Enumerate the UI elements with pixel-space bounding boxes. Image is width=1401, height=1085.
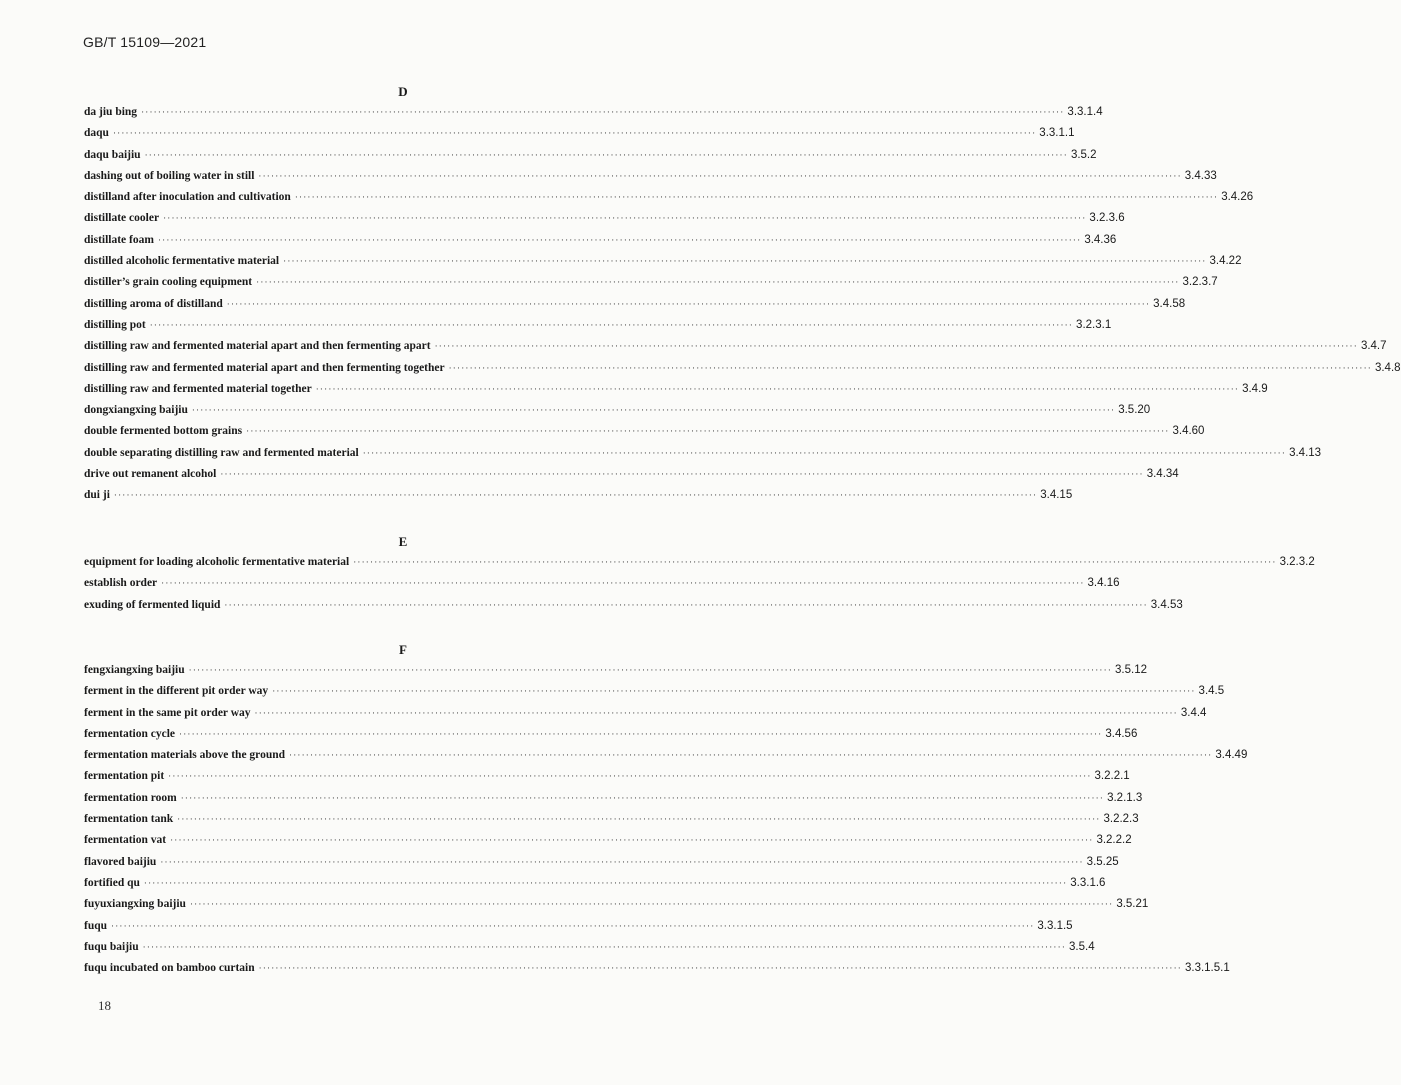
- entry-term: fermentation materials above the ground: [84, 749, 286, 762]
- entry-term: double fermented bottom grains: [84, 425, 243, 438]
- index-entry: [84, 358, 1401, 379]
- entry-term: fuyuxiangxing baijiu: [84, 898, 186, 911]
- entry-reference: 3.3.1.5.1: [1184, 962, 1230, 975]
- dot-leader: ····························································································································································································································: [226, 298, 1151, 309]
- index-entry: [84, 916, 1073, 937]
- index-entry: [84, 400, 1151, 421]
- index-entry: [84, 873, 1106, 894]
- entry-reference: 3.2.1.3: [1107, 791, 1143, 804]
- dot-leader: ····························································································································································································································: [434, 341, 1358, 352]
- index-entry: [84, 766, 1130, 787]
- entry-term: distilled alcoholic fermentative material: [84, 255, 280, 268]
- dot-leader: ····························································································································································································································: [180, 792, 1105, 803]
- entry-term: fermentation cycle: [84, 727, 176, 740]
- index-entry: [84, 830, 1132, 851]
- entry-term: fermentation room: [84, 791, 177, 804]
- index-entry: [84, 145, 1097, 166]
- entry-reference: 3.5.4: [1069, 940, 1095, 953]
- dot-leader: ····························································································································································································································: [224, 599, 1148, 610]
- dot-leader: ····························································································································································································································: [448, 362, 1372, 373]
- dot-leader: ····························································································································································································································: [179, 728, 1103, 739]
- entry-reference: 3.4.26: [1221, 191, 1254, 204]
- index-entry: [84, 809, 1139, 830]
- index-entry: [84, 123, 1075, 144]
- entry-term: distilling raw and fermented material apart and then fermenting together: [84, 361, 445, 374]
- dot-leader: ····························································································································································································································: [111, 920, 1035, 931]
- index-entry: [84, 315, 1112, 336]
- section-letter: F: [399, 642, 407, 657]
- entry-term: dashing out of boiling water in still: [84, 169, 255, 182]
- entry-list: [84, 660, 1248, 979]
- index-entry: [84, 208, 1125, 229]
- dot-leader: ····························································································································································································································: [191, 405, 1116, 416]
- entry-reference: 3.2.2.2: [1096, 834, 1132, 847]
- dot-leader: ····························································································································································································································: [170, 835, 1094, 846]
- index-entry: [84, 681, 1225, 702]
- entry-reference: 3.4.49: [1215, 749, 1248, 762]
- entry-reference: 3.5.20: [1118, 404, 1151, 417]
- entry-reference: 3.4.22: [1209, 255, 1242, 268]
- index-entry: [84, 102, 1103, 123]
- entry-term: exuding of fermented liquid: [84, 598, 221, 611]
- dot-leader: ····························································································································································································································: [353, 557, 1277, 567]
- dot-leader: ····························································································································································································································: [149, 319, 1074, 330]
- dot-leader: ····························································································································································································································: [272, 686, 1196, 697]
- dot-leader: ····························································································································································································································: [168, 771, 1092, 782]
- index-entry: [84, 464, 1179, 485]
- entry-reference: 3.3.1.4: [1067, 106, 1103, 118]
- entry-term: dongxiangxing baijiu: [84, 404, 188, 417]
- entry-list: [84, 552, 1315, 616]
- index-entry: [84, 379, 1268, 400]
- dot-leader: ····························································································································································································································: [160, 856, 1084, 867]
- index-entry: [84, 294, 1186, 315]
- section-letter: D: [398, 84, 408, 99]
- dot-leader: ····························································································································································································································: [143, 877, 1068, 888]
- entry-reference: 3.2.2.3: [1103, 813, 1139, 826]
- index-entry: [84, 937, 1095, 958]
- entry-reference: 3.4.53: [1150, 598, 1183, 611]
- entry-reference: 3.4.4: [1180, 706, 1207, 719]
- entry-term: daqu baijiu: [84, 148, 141, 161]
- dot-leader: ····························································································································································································································: [294, 192, 1219, 203]
- page-number: 18: [98, 998, 111, 1013]
- entry-term: ferment in the different pit order way: [84, 685, 269, 698]
- entry-term: fermentation pit: [84, 770, 165, 783]
- entry-term: daqu: [84, 127, 109, 140]
- entry-reference: 3.5.25: [1086, 855, 1119, 868]
- entry-term: distilling raw and fermented material together: [84, 382, 312, 395]
- entry-reference: 3.4.56: [1105, 727, 1138, 740]
- dot-leader: ····························································································································································································································: [189, 899, 1114, 910]
- entry-reference: 3.3.1.6: [1070, 876, 1106, 889]
- index-entry: [84, 595, 1183, 616]
- entry-term: da jiu bing: [84, 106, 138, 118]
- standard-code: GB/T 15109—2021: [83, 34, 207, 50]
- dot-leader: ····························································································································································································································: [315, 383, 1240, 394]
- entry-term: fuqu baijiu: [84, 940, 139, 953]
- dot-leader: ····························································································································································································································: [157, 234, 1082, 245]
- index-entry: [84, 788, 1143, 809]
- entry-reference: 3.4.15: [1040, 489, 1073, 502]
- entry-reference: 3.4.9: [1242, 382, 1268, 395]
- dot-leader: ····························································································································································································································: [362, 447, 1287, 458]
- index-entry: [84, 745, 1248, 766]
- entry-list: [84, 102, 1401, 507]
- dot-leader: ····························································································································································································································: [112, 128, 1037, 139]
- dot-leader: ····························································································································································································································: [142, 941, 1067, 952]
- entry-reference: 3.2.3.7: [1182, 276, 1218, 289]
- index-entry: [84, 230, 1117, 251]
- entry-term: establish order: [84, 577, 158, 590]
- dot-leader: ····························································································································································································································: [258, 963, 1182, 974]
- entry-reference: 3.4.36: [1084, 233, 1117, 246]
- entry-reference: 3.2.3.2: [1279, 556, 1315, 568]
- entry-reference: 3.5.12: [1115, 664, 1147, 676]
- dot-leader: ····························································································································································································································: [256, 277, 1180, 288]
- index-entry: [84, 485, 1073, 506]
- dot-leader: ····························································································································································································································: [289, 750, 1213, 761]
- entry-reference: 3.4.58: [1153, 297, 1186, 310]
- entry-reference: 3.4.5: [1198, 685, 1225, 698]
- dot-leader: ····························································································································································································································: [258, 170, 1182, 181]
- entry-term: distilling raw and fermented material apart and then fermenting apart: [84, 340, 431, 353]
- entry-reference: 3.2.3.1: [1076, 318, 1112, 331]
- dot-leader: ····························································································································································································································: [283, 256, 1207, 267]
- entry-term: fermentation tank: [84, 813, 174, 826]
- index-entry: [84, 272, 1218, 293]
- entry-term: distiller’s grain cooling equipment: [84, 276, 253, 289]
- index-entry: [84, 703, 1207, 724]
- index-section-d: [84, 82, 1401, 507]
- entry-term: fuqu incubated on bamboo curtain: [84, 962, 255, 975]
- entry-term: flavored baijiu: [84, 855, 157, 868]
- index-entry: [84, 187, 1254, 208]
- entry-reference: 3.4.60: [1172, 425, 1205, 438]
- entry-reference: 3.3.1.5: [1037, 919, 1073, 932]
- dot-leader: ····························································································································································································································: [177, 814, 1101, 825]
- dot-leader: ····························································································································································································································: [144, 149, 1068, 160]
- index-entry: [84, 724, 1138, 745]
- entry-term: ferment in the same pit order way: [84, 706, 251, 719]
- entry-reference: 3.4.7: [1360, 340, 1387, 353]
- dot-leader: ····························································································································································································································: [163, 213, 1087, 224]
- section-letter: E: [398, 534, 408, 549]
- entry-term: fengxiangxing baijiu: [84, 664, 185, 676]
- entry-reference: 3.4.34: [1146, 468, 1179, 481]
- dot-leader: ····························································································································································································································: [161, 578, 1085, 589]
- index-entry: [84, 894, 1149, 915]
- entry-reference: 3.3.1.1: [1039, 127, 1075, 140]
- entry-reference: 3.4.33: [1184, 169, 1217, 182]
- index-entry: [84, 443, 1322, 464]
- entry-reference: 3.4.16: [1087, 577, 1120, 590]
- dot-leader: ····························································································································································································································: [141, 107, 1065, 117]
- entry-term: fuqu: [84, 919, 108, 932]
- entry-term: drive out remanent alcohol: [84, 468, 217, 481]
- entry-term: fermentation vat: [84, 834, 167, 847]
- entry-reference: 3.4.13: [1289, 446, 1322, 459]
- index-entry: [84, 421, 1205, 442]
- entry-term: dui ji: [84, 489, 110, 502]
- entry-term: distilland after inoculation and cultivation: [84, 191, 291, 204]
- dot-leader: ····························································································································································································································: [254, 707, 1178, 718]
- entry-term: distillate foam: [84, 233, 154, 246]
- entry-term: distilling pot: [84, 318, 146, 331]
- entry-reference: 3.4.8: [1374, 361, 1401, 374]
- index-section-e: [84, 532, 1315, 616]
- index-entry: [84, 166, 1217, 187]
- dot-leader: ····························································································································································································································: [246, 426, 1170, 437]
- index-entry: [84, 336, 1387, 357]
- entry-term: fortified qu: [84, 876, 140, 889]
- entry-reference: 3.5.21: [1116, 898, 1149, 911]
- entry-term: equipment for loading alcoholic fermentative material: [84, 556, 350, 568]
- index-entry: [84, 552, 1315, 573]
- entry-term: double separating distilling raw and fermented material: [84, 446, 359, 459]
- entry-reference: 3.5.2: [1070, 148, 1097, 161]
- index-entry: [84, 573, 1120, 594]
- dot-leader: ····························································································································································································································: [220, 469, 1144, 480]
- dot-leader: ····························································································································································································································: [113, 490, 1038, 501]
- index-entry: [84, 660, 1147, 681]
- index-entry: [84, 852, 1119, 873]
- entry-reference: 3.2.3.6: [1089, 212, 1125, 225]
- entry-term: distilling aroma of distilland: [84, 297, 223, 310]
- index-section-f: [84, 640, 1248, 979]
- index-entry: [84, 251, 1242, 272]
- entry-reference: 3.2.2.1: [1094, 770, 1130, 783]
- index-entry: [84, 958, 1230, 979]
- dot-leader: ····························································································································································································································: [188, 665, 1113, 675]
- entry-term: distillate cooler: [84, 212, 160, 225]
